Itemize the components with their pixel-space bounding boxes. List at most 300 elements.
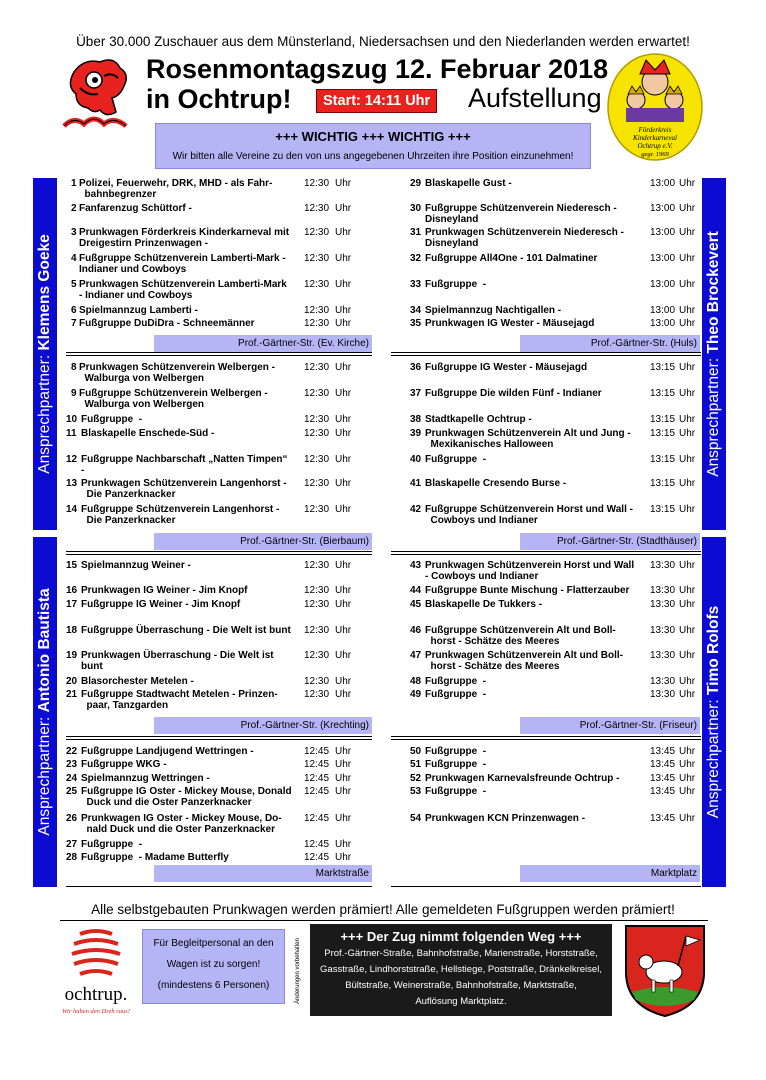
- entry-uhr: Uhr: [679, 279, 696, 290]
- schedule-entry: [66, 362, 355, 386]
- svg-text:Ochtrup e.V.: Ochtrup e.V.: [637, 142, 673, 150]
- entry-text: Prunkwagen KCN Prinzenwagen -: [425, 813, 586, 824]
- entry-uhr: Uhr: [335, 650, 352, 661]
- entry-uhr: Uhr: [679, 454, 696, 465]
- route-line2: Gasstraße, Lindhorststraße, Hellstiege, Poststraße, Dränkelkreisel,: [320, 964, 602, 975]
- entry-uhr: Uhr: [679, 560, 696, 571]
- entry-text: Fußgruppe Schützenverein Niederesch - Disneyland: [425, 203, 617, 225]
- entry-uhr: Uhr: [679, 428, 696, 439]
- entry-text: Spielmannzug Nachtigallen -: [425, 305, 562, 316]
- contact-prefix: Ansprechpartner:: [36, 712, 53, 836]
- entry-uhr: Uhr: [679, 318, 696, 329]
- entry-time: 12:45: [304, 786, 330, 797]
- entry-time: 13:15: [650, 388, 676, 399]
- contact-name: Klemens Goeke: [36, 234, 53, 351]
- entry-text: Fußgruppe -: [81, 414, 143, 425]
- entry-time: 13:00: [650, 305, 676, 316]
- entry-uhr: Uhr: [335, 227, 352, 238]
- entry-uhr: Uhr: [679, 773, 696, 784]
- entry-text: Fußgruppe Schützenverein Welbergen - Walburga von Welbergen: [79, 388, 268, 410]
- entry-uhr: Uhr: [679, 253, 696, 264]
- entry-time: 13:15: [650, 428, 676, 439]
- entry-number: 9: [71, 388, 77, 399]
- entry-number: 12: [66, 454, 78, 465]
- contact-prefix: Ansprechpartner:: [705, 695, 722, 819]
- entry-time: 12:30: [304, 253, 330, 264]
- entry-time: 12:30: [304, 454, 330, 465]
- entry-time: 12:30: [304, 414, 330, 425]
- ochtrup-slogan: Wir haben den Dreh raus!: [61, 1008, 131, 1015]
- escort-line1: Für Begleitpersonal an den: [153, 938, 274, 949]
- entry-number: 34: [410, 305, 422, 316]
- schedule-entry: [410, 318, 699, 342]
- route-heading: +++ Der Zug nimmt folgenden Weg +++: [340, 929, 582, 944]
- schedule-entry: [66, 279, 355, 303]
- entry-time: 12:30: [304, 478, 330, 489]
- schedule-entry: [410, 362, 699, 386]
- entry-time: 12:30: [304, 318, 330, 329]
- entry-uhr: Uhr: [679, 478, 696, 489]
- entry-uhr: Uhr: [335, 478, 352, 489]
- entry-number: 11: [66, 428, 77, 439]
- entry-text: Prunkwagen IG Oster - Mickey Mouse, Do- nald Duck und die Oster Panzerknacker: [81, 813, 282, 835]
- schedule-entry: [410, 585, 699, 609]
- schedule-entry: [410, 279, 699, 303]
- entry-number: 45: [410, 599, 422, 610]
- entry-text: Blasorchester Metelen -: [81, 676, 194, 687]
- entry-number: 48: [410, 676, 422, 687]
- block-top-divider: [391, 554, 701, 555]
- coat-of-arms-icon: [622, 922, 708, 1018]
- contact-name: Timo Rolofs: [705, 605, 722, 696]
- entry-number: 29: [410, 178, 422, 189]
- entry-uhr: Uhr: [335, 599, 352, 610]
- street-label-right: Prof.-Gärtner-Str. (Stadthäuser): [520, 533, 700, 550]
- entry-number: 14: [66, 504, 78, 515]
- schedule-entry: [66, 852, 355, 876]
- entry-number: 15: [66, 560, 78, 571]
- entry-uhr: Uhr: [679, 362, 696, 373]
- entry-number: 51: [410, 759, 422, 770]
- schedule-entry: [66, 773, 355, 797]
- entry-number: 5: [71, 279, 77, 290]
- entry-text: Spielmannzug Lamberti -: [79, 305, 198, 316]
- entry-number: 53: [410, 786, 422, 797]
- svg-text:Förderkreis: Förderkreis: [638, 126, 672, 134]
- entry-time: 13:15: [650, 414, 676, 425]
- entry-uhr: Uhr: [679, 759, 696, 770]
- entry-number: 28: [66, 852, 78, 863]
- schedule-entry: [66, 839, 355, 863]
- schedule-entry: [66, 689, 355, 713]
- entry-text: Prunkwagen Schützenverein Horst und Wall - Cowboys und Indianer: [425, 560, 635, 582]
- entry-number: 33: [410, 279, 422, 290]
- aufstellung-title: Aufstellung: [468, 83, 602, 113]
- entry-uhr: Uhr: [679, 227, 696, 238]
- svg-text:gegr. 1969: gegr. 1969: [641, 151, 669, 158]
- entry-time: 12:30: [304, 428, 330, 439]
- entry-time: 12:30: [304, 625, 330, 636]
- entry-uhr: Uhr: [679, 650, 696, 661]
- entry-number: 1: [71, 178, 77, 189]
- escort-line3: (mindestens 6 Personen): [157, 980, 270, 991]
- entry-text: Prunkwagen Überraschung - Die Welt ist bunt: [81, 650, 274, 672]
- entry-number: 35: [410, 318, 422, 329]
- entry-time: 12:30: [304, 305, 330, 316]
- entry-number: 54: [410, 813, 422, 824]
- entry-time: 12:30: [304, 388, 330, 399]
- schedule-entry: [410, 253, 699, 277]
- entry-text: Prunkwagen Schützenverein Niederesch - Disneyland: [425, 227, 624, 249]
- entry-number: 39: [410, 428, 422, 439]
- entry-number: 36: [410, 362, 422, 373]
- route-line4: Auflösung Marktplatz.: [415, 996, 507, 1007]
- block-bottom-divider: [66, 352, 372, 353]
- entry-number: 25: [66, 786, 78, 797]
- entry-text: Blaskapelle Enschede-Süd -: [81, 428, 215, 439]
- entry-time: 13:30: [650, 625, 676, 636]
- schedule-entry: [66, 318, 355, 342]
- entry-number: 21: [66, 689, 78, 700]
- block-bottom-divider: [391, 736, 701, 737]
- entry-text: Fußgruppe Überraschung - Die Welt ist bunt: [81, 625, 291, 636]
- block-bottom-divider: [391, 551, 701, 552]
- entry-text: Fußgruppe Schützenverein Langenhorst - Die Panzerknacker: [81, 504, 280, 526]
- schedule-entry: [410, 428, 699, 452]
- entry-text: Fußgruppe Schützenverein Alt und Boll- horst - Schätze des Meeres: [425, 625, 616, 647]
- entry-number: 3: [71, 227, 77, 238]
- schedule-entry: [66, 478, 355, 502]
- entry-number: 49: [410, 689, 422, 700]
- entry-time: 12:30: [304, 560, 330, 571]
- entry-text: Prunkwagen Schützenverein Lamberti-Mark - Indianer und Cowboys: [79, 279, 287, 301]
- schedule-entry: [410, 786, 699, 810]
- schedule-entry: [410, 178, 699, 202]
- entry-time: 13:30: [650, 676, 676, 687]
- block-top-divider: [391, 355, 701, 356]
- changes-reserved-note: Änderungen vorbehalten: [295, 938, 301, 1004]
- entry-uhr: Uhr: [335, 813, 352, 824]
- entry-number: 26: [66, 813, 78, 824]
- contact-sidebar-right-bottom: [702, 537, 726, 887]
- entry-uhr: Uhr: [335, 560, 352, 571]
- entry-text: Fußgruppe -: [425, 279, 487, 290]
- entry-text: Fußgruppe IG Oster - Mickey Mouse, Donald Duck und die Oster Panzerknacker: [81, 786, 292, 808]
- entry-text: Fußgruppe All4One - 101 Dalmatiner: [425, 253, 598, 264]
- entry-text: Prunkwagen IG Wester - Mäusejagd: [425, 318, 595, 329]
- schedule-entry: [66, 813, 355, 837]
- entry-number: 18: [66, 625, 78, 636]
- route-box: [310, 924, 612, 1016]
- entry-text: Fanfarenzug Schüttorf -: [79, 203, 192, 214]
- escort-note: [142, 929, 285, 1004]
- entry-number: 32: [410, 253, 422, 264]
- entry-uhr: Uhr: [335, 746, 352, 757]
- entry-number: 2: [71, 203, 77, 214]
- block-bottom-divider: [66, 551, 372, 552]
- schedule-entry: [410, 454, 699, 478]
- schedule-entry: [66, 786, 355, 810]
- entry-uhr: Uhr: [335, 305, 352, 316]
- entry-text: Fußgruppe -: [425, 454, 487, 465]
- block-top-divider: [66, 554, 372, 555]
- escort-line2: Wagen ist zu sorgen!: [166, 959, 261, 970]
- schedule-entry: [410, 813, 699, 837]
- entry-number: 31: [410, 227, 422, 238]
- entry-time: 12:30: [304, 599, 330, 610]
- schedule-entry: [66, 676, 355, 700]
- entry-uhr: Uhr: [335, 852, 352, 863]
- entry-text: Blaskapelle Cresendo Burse -: [425, 478, 567, 489]
- entry-time: 13:00: [650, 178, 676, 189]
- entry-text: Fußgruppe - Madame Butterfly: [81, 852, 229, 863]
- entry-time: 13:00: [650, 203, 676, 214]
- entry-number: 50: [410, 746, 422, 757]
- schedule-entry: [66, 203, 355, 227]
- entry-number: 40: [410, 454, 422, 465]
- entry-uhr: Uhr: [335, 203, 352, 214]
- entry-number: 37: [410, 388, 422, 399]
- entry-time: 12:30: [304, 585, 330, 596]
- street-label-left: Prof.-Gärtner-Str. (Bierbaum): [154, 533, 372, 550]
- block-bottom-divider: [391, 886, 701, 887]
- entry-number: 47: [410, 650, 422, 661]
- entry-uhr: Uhr: [335, 585, 352, 596]
- entry-uhr: Uhr: [335, 759, 352, 770]
- schedule-entry: [66, 428, 355, 452]
- entry-text: Fußgruppe -: [425, 676, 487, 687]
- entry-number: 52: [410, 773, 422, 784]
- prize-banner: Alle selbstgebauten Prunkwagen werden prämiert! Alle gemeldeten Fußgruppen werden prämiert!: [91, 902, 675, 917]
- entry-number: 17: [66, 599, 78, 610]
- entry-time: 12:45: [304, 839, 330, 850]
- mascot-logo-icon: [54, 52, 144, 142]
- block-bottom-divider: [391, 352, 701, 353]
- street-label-left: Prof.-Gärtner-Str. (Ev. Kirche): [154, 335, 372, 352]
- entry-text: Prunkwagen Schützenverein Langenhorst - Die Panzerknacker: [81, 478, 287, 500]
- entry-time: 13:00: [650, 253, 676, 264]
- entry-uhr: Uhr: [679, 813, 696, 824]
- entry-uhr: Uhr: [679, 203, 696, 214]
- entry-uhr: Uhr: [335, 773, 352, 784]
- entry-text: Prunkwagen Schützenverein Welbergen - Walburga von Welbergen: [79, 362, 275, 384]
- entry-text: Fußgruppe IG Wester - Mäusejagd: [425, 362, 588, 373]
- schedule-entry: [66, 305, 355, 329]
- entry-time: 13:15: [650, 504, 676, 515]
- entry-text: Spielmannzug Weiner -: [81, 560, 191, 571]
- entry-number: 7: [71, 318, 77, 329]
- entry-time: 13:30: [650, 560, 676, 571]
- entry-time: 12:45: [304, 813, 330, 824]
- entry-time: 12:30: [304, 676, 330, 687]
- contact-name: Antonio Bautista: [36, 588, 53, 713]
- entry-text: Prunkwagen Schützenverein Alt und Boll- horst - Schätze des Meeres: [425, 650, 623, 672]
- schedule-entry: [410, 414, 699, 438]
- entry-number: 46: [410, 625, 422, 636]
- entry-text: Fußgruppe Nachbarschaft „Natten Timpen“ -: [81, 454, 288, 476]
- block-top-divider: [391, 739, 701, 740]
- contact-sidebar-right-top: [702, 178, 726, 530]
- contact-prefix: Ansprechpartner:: [705, 353, 722, 477]
- entry-text: Fußgruppe Landjugend Wettringen -: [81, 746, 254, 757]
- entry-text: Spielmannzug Wettringen -: [81, 773, 210, 784]
- schedule-entry: [66, 414, 355, 438]
- entry-text: Fußgruppe -: [425, 689, 487, 700]
- entry-text: Prunkwagen Förderkreis Kinderkarneval mit Dreigestirn Prinzenwagen -: [79, 227, 290, 249]
- entry-text: Prunkwagen Schützenverein Alt und Jung - Mexikanisches Halloween: [425, 428, 631, 450]
- schedule-entry: [66, 759, 355, 783]
- top-line: Über 30.000 Zuschauer aus dem Münsterland, Niedersachsen und den Niederlanden werden erwartet!: [76, 34, 690, 49]
- schedule-entry: [410, 478, 699, 502]
- entry-number: 24: [66, 773, 78, 784]
- entry-number: 19: [66, 650, 78, 661]
- entry-number: 8: [71, 362, 77, 373]
- block-bottom-divider: [66, 886, 372, 887]
- entry-number: 6: [71, 305, 77, 316]
- schedule-entry: [66, 227, 355, 251]
- schedule-entry: [410, 305, 699, 329]
- important-notice: [155, 123, 591, 169]
- entry-number: 42: [410, 504, 422, 515]
- entry-time: 13:30: [650, 599, 676, 610]
- contact-sidebar-left-top: [33, 178, 57, 530]
- schedule-entry: [410, 650, 699, 674]
- entry-text: Stadtkapelle Ochtrup -: [425, 414, 532, 425]
- entry-text: Fußgruppe DuDiDra - Schneemänner: [79, 318, 255, 329]
- entry-uhr: Uhr: [335, 625, 352, 636]
- entry-number: 4: [71, 253, 77, 264]
- entry-uhr: Uhr: [679, 676, 696, 687]
- entry-uhr: Uhr: [679, 305, 696, 316]
- entry-text: Fußgruppe -: [425, 786, 487, 797]
- schedule-entry: [66, 178, 355, 202]
- schedule-entry: [410, 560, 699, 584]
- svg-text:Kinderkarneval: Kinderkarneval: [633, 134, 677, 142]
- contact-prefix: Ansprechpartner:: [36, 350, 53, 474]
- schedule-entry: [410, 759, 699, 783]
- entry-text: Fußgruppe Stadtwacht Metelen - Prinzen- paar, Tanzgarden: [81, 689, 278, 711]
- entry-time: 13:00: [650, 279, 676, 290]
- entry-text: Polizei, Feuerwehr, DRK, MHD - als Fahr- bahnbegrenzer: [79, 178, 273, 200]
- entry-time: 12:45: [304, 759, 330, 770]
- schedule-entry: [410, 676, 699, 700]
- schedule-entry: [66, 560, 355, 584]
- schedule-entry: [66, 585, 355, 609]
- entry-uhr: Uhr: [679, 388, 696, 399]
- entry-time: 12:30: [304, 504, 330, 515]
- route-line1: Prof.-Gärtner-Straße, Bahnhofstraße, Marienstraße, Horststraße,: [324, 948, 598, 959]
- entry-time: 12:30: [304, 650, 330, 661]
- entry-text: Blaskapelle De Tukkers -: [425, 599, 543, 610]
- entry-time: 13:45: [650, 746, 676, 757]
- schedule-entry: [410, 504, 699, 528]
- entry-uhr: Uhr: [679, 504, 696, 515]
- entry-time: 12:30: [304, 279, 330, 290]
- contact-sidebar-left-bottom: [33, 537, 57, 887]
- entry-time: 12:30: [304, 362, 330, 373]
- entry-uhr: Uhr: [679, 414, 696, 425]
- entry-time: 13:00: [650, 227, 676, 238]
- entry-uhr: Uhr: [335, 318, 352, 329]
- entry-time: 12:30: [304, 178, 330, 189]
- title-line2: in Ochtrup!: [146, 84, 292, 114]
- schedule-entry: [410, 773, 699, 797]
- entry-time: 13:45: [650, 786, 676, 797]
- entry-time: 13:30: [650, 585, 676, 596]
- entry-uhr: Uhr: [335, 504, 352, 515]
- entry-uhr: Uhr: [335, 253, 352, 264]
- entry-time: 13:45: [650, 773, 676, 784]
- entry-number: 20: [66, 676, 78, 687]
- entry-uhr: Uhr: [679, 585, 696, 596]
- entry-time: 12:45: [304, 852, 330, 863]
- entry-time: 12:45: [304, 773, 330, 784]
- entry-uhr: Uhr: [679, 178, 696, 189]
- schedule-entry: [410, 689, 699, 713]
- start-time-badge: Start: 14:11 Uhr: [316, 89, 437, 113]
- entry-uhr: Uhr: [335, 388, 352, 399]
- entry-time: 13:45: [650, 813, 676, 824]
- banner-divider: [60, 920, 708, 921]
- entry-time: 12:45: [304, 746, 330, 757]
- entry-text: Fußgruppe Bunte Mischung - Flatterzauber: [425, 585, 630, 596]
- entry-uhr: Uhr: [679, 746, 696, 757]
- entry-text: Fußgruppe -: [81, 839, 143, 850]
- entry-number: 22: [66, 746, 78, 757]
- entry-uhr: Uhr: [335, 786, 352, 797]
- street-label-right: Prof.-Gärtner-Str. (Huls): [520, 335, 700, 352]
- schedule-entry: [66, 504, 355, 528]
- entry-time: 12:30: [304, 227, 330, 238]
- schedule-entry: [66, 746, 355, 770]
- entry-time: 12:30: [304, 689, 330, 700]
- schedule-entry: [66, 388, 355, 412]
- entry-uhr: Uhr: [335, 676, 352, 687]
- entry-text: Fußgruppe Schützenverein Horst und Wall - Cowboys und Indianer: [425, 504, 633, 526]
- entry-uhr: Uhr: [335, 178, 352, 189]
- entry-uhr: Uhr: [335, 689, 352, 700]
- entry-number: 10: [66, 414, 78, 425]
- schedule-entry: [410, 746, 699, 770]
- entry-time: 13:15: [650, 454, 676, 465]
- block-top-divider: [66, 355, 372, 356]
- entry-number: 41: [410, 478, 422, 489]
- schedule-entry: [66, 599, 355, 623]
- entry-uhr: Uhr: [679, 689, 696, 700]
- entry-text: Fußgruppe Schützenverein Lamberti-Mark - Indianer und Cowboys: [79, 253, 286, 275]
- entry-uhr: Uhr: [335, 279, 352, 290]
- foerderkreis-seal-icon: [606, 52, 704, 162]
- entry-number: 23: [66, 759, 78, 770]
- entry-number: 30: [410, 203, 422, 214]
- important-heading: +++ WICHTIG +++ WICHTIG +++: [275, 129, 471, 144]
- entry-text: Fußgruppe WKG -: [81, 759, 167, 770]
- entry-number: 43: [410, 560, 422, 571]
- street-label-left: Prof.-Gärtner-Str. (Krechting): [154, 717, 372, 734]
- entry-text: Prunkwagen Karnevalsfreunde Ochtrup -: [425, 773, 620, 784]
- entry-time: 13:45: [650, 759, 676, 770]
- entry-uhr: Uhr: [335, 839, 352, 850]
- block-bottom-divider: [66, 736, 372, 737]
- entry-uhr: Uhr: [679, 625, 696, 636]
- entry-number: 38: [410, 414, 422, 425]
- important-text: Wir bitten alle Vereine zu den von uns angegebenen Uhrzeiten ihre Position einzunehmen!: [172, 151, 574, 162]
- schedule-entry: [410, 625, 699, 649]
- block-top-divider: [66, 739, 372, 740]
- entry-number: 16: [66, 585, 78, 596]
- street-label-right: Marktplatz: [520, 865, 700, 882]
- contact-name: Theo Brockevert: [705, 231, 722, 354]
